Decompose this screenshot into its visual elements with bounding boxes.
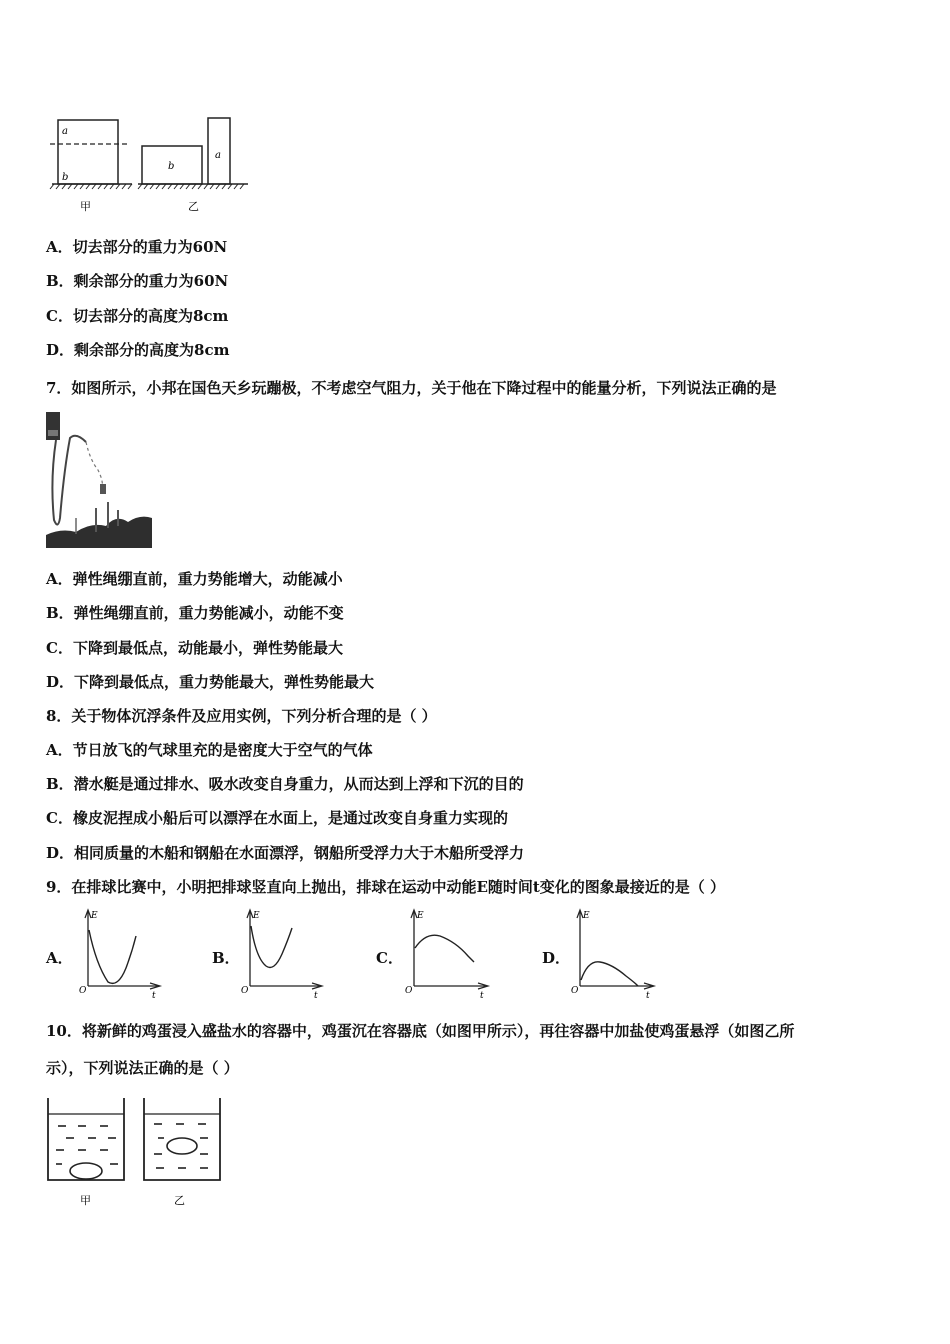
q9-option-b-letter: B． xyxy=(212,949,240,967)
q6-option-b: B．剩余部分的重力为60N xyxy=(46,272,229,290)
q10-caption-jia: 甲 xyxy=(80,1194,91,1207)
q9-stem: 9．在排球比赛中，小明把排球竖直向上抛出，排球在运动中动能E随时间t变化的图象最接近的是（ ） xyxy=(46,878,726,896)
q6-option-a: A．切去部分的重力为60N xyxy=(46,238,228,256)
q10-stem-line1: 10．将新鲜的鸡蛋浸入盛盐水的容器中，鸡蛋沉在容器底（如图甲所示），再往容器中加盐使鸡蛋悬浮（如图乙所 xyxy=(46,1022,795,1040)
q10-egg-yi xyxy=(167,1138,197,1154)
q8-option-b: B．潜水艇是通过排水、吸水改变自身重力，从而达到上浮和下沉的目的 xyxy=(46,775,524,793)
svg-text:t: t xyxy=(152,991,156,998)
svg-text:t: t xyxy=(480,991,484,998)
q10-egg-jia xyxy=(70,1163,102,1179)
q7-option-c: C．下降到最低点，动能最小，弹性势能最大 xyxy=(46,639,343,657)
q9-option-a-letter: A． xyxy=(46,949,73,967)
q6-caption-jia: 甲 xyxy=(80,200,91,213)
svg-text:E: E xyxy=(253,911,260,921)
svg-text:E: E xyxy=(91,911,98,921)
svg-text:O: O xyxy=(405,986,413,996)
q9-graph-a xyxy=(74,906,164,998)
svg-text:O: O xyxy=(241,986,249,996)
q6-figure xyxy=(44,112,254,217)
q6-option-c: C．切去部分的高度为8cm xyxy=(46,307,229,325)
q10-container-jia xyxy=(48,1098,124,1180)
q7-bungee-photo xyxy=(46,410,152,548)
q6-option-d: D．剩余部分的高度为8cm xyxy=(46,341,230,359)
q9-graph-b xyxy=(236,906,326,998)
q8-option-d: D．相同质量的木船和钢船在水面漂浮，钢船所受浮力大于木船所受浮力 xyxy=(46,844,525,862)
q6-label-a-yi: a xyxy=(215,150,221,161)
q10-caption-yi: 乙 xyxy=(174,1194,185,1207)
q6-label-b-jia: b xyxy=(62,172,69,183)
q9-option-c-letter: C． xyxy=(376,949,403,967)
q7-option-b: B．弹性绳绷直前，重力势能减小，动能不变 xyxy=(46,604,344,622)
q7-option-d: D．下降到最低点，重力势能最大，弹性势能最大 xyxy=(46,673,375,691)
q6-label-b-yi: b xyxy=(168,161,175,172)
q10-stem-line2: 示），下列说法正确的是（ ） xyxy=(46,1059,239,1077)
svg-text:O: O xyxy=(571,986,579,996)
q6-caption-yi: 乙 xyxy=(188,200,199,213)
q9-option-d-letter: D． xyxy=(542,949,571,967)
q9-graph-d xyxy=(566,906,658,998)
q9-graph-c xyxy=(400,906,492,998)
q8-option-c: C．橡皮泥捏成小船后可以漂浮在水面上，是通过改变自身重力实现的 xyxy=(46,809,508,827)
q10-figure xyxy=(44,1094,234,1210)
q8-stem: 8．关于物体沉浮条件及应用实例，下列分析合理的是（ ） xyxy=(46,707,437,725)
q7-option-a: A．弹性绳绷直前，重力势能增大，动能减小 xyxy=(46,570,343,588)
q8-option-a: A．节日放飞的气球里充的是密度大于空气的气体 xyxy=(46,741,373,759)
svg-text:E: E xyxy=(417,911,424,921)
q7-stem: 7．如图所示，小邦在国色天乡玩蹦极，不考虑空气阻力，关于他在下降过程中的能量分析，下列说法正确的是 xyxy=(46,379,777,397)
svg-text:O: O xyxy=(79,986,87,996)
svg-text:t: t xyxy=(646,991,650,998)
q6-label-a-jia: a xyxy=(62,126,68,137)
svg-text:E: E xyxy=(583,911,590,921)
svg-text:t: t xyxy=(314,991,318,998)
